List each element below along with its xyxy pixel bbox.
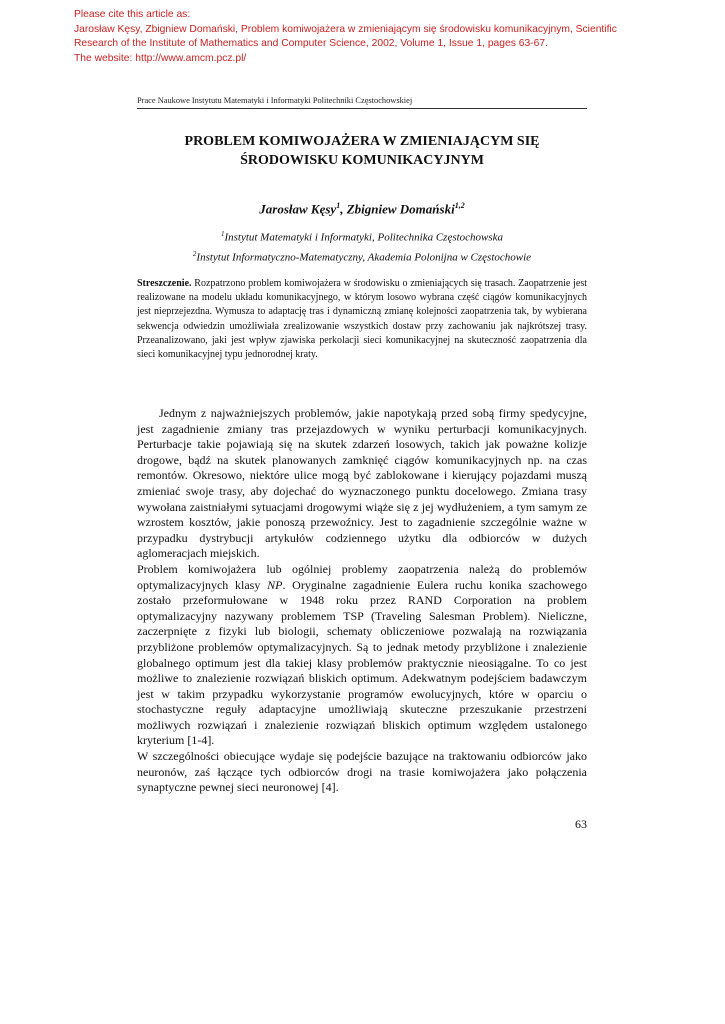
affiliation-2 bbox=[137, 246, 587, 266]
citation-website[interactable]: The website: http://www.amcm.pcz.pl/ bbox=[74, 52, 247, 64]
citation-line-1: Please cite this article as: bbox=[74, 9, 191, 20]
title-line-2: ŚRODOWISKU KOMUNIKACYJNYM bbox=[240, 153, 484, 168]
author-1: Jarosław Kęsy bbox=[259, 201, 337, 217]
affiliation-1 bbox=[137, 226, 587, 246]
title-line-1: PROBLEM KOMIWOJAŻERA W ZMIENIAJĄCYM SIĘ bbox=[184, 134, 540, 149]
citation-line-3: Research of the Institute of Mathematics and Computer Science, 2002, Volume 1, Issue 1, pages 63-67. bbox=[74, 38, 548, 49]
author-2-affiliation-mark: 1,2 bbox=[454, 201, 465, 210]
author-1-affiliation-mark: 1 bbox=[336, 201, 341, 210]
author-list bbox=[137, 201, 587, 217]
abstract bbox=[137, 277, 587, 362]
paragraph-2-part-2: . Oryginalne zagadnienie Eulera ruchu konika szachowego zostało przeformułowane w 1948 roku przez RAND Corporation na problem optymalizacyjny nazywany problemem TSP (Traveling Salesman Problem). Nieliczne, zaczerpnięte z fizyki lub biologii, schematy obliczeniowe pozwalają na rozwiązania przybliżone problemów optymalizacyjnych. Są to jednak metody przybliżone i znalezienie globalnego optimum jest dla takiej klasy problemów praktycznie nieosiągalne. To co jest możliwe to znalezienie rozwiązań bliskich optimum. Adekwatnym podejściem badawczym jest w takim przypadku wykorzystanie programów ewolucyjnych, które w oparciu o stochastyczne reguły adaptacyjne umożliwiają skuteczne przeszukanie przestrzeni możliwych rozwiązań i znalezienie rozwiązań bliskich optimum względem ustalonego kryterium [1-4]. bbox=[137, 577, 588, 748]
np-class-term: NP bbox=[267, 577, 283, 592]
paper-title bbox=[137, 132, 587, 170]
abstract-text: Rozpatrzono problem komiwojażera w środowisku o zmieniających się trasach. Zaopatrzenie jest realizowane na modelu układu komunikacyjnego, w którym losowo wybrana część ciągów komunikacyjnych jest nieprzejezdna. Wymusza to adaptację tras i dynamiczną zmianę kolejności zaopatrzenia tak, by wybierana sekwencja odwiedzin umożliwiała zrealizowanie wszystkich dostaw przy zachowaniu jak najkrótszej trasy. Przeanalizowano, jaki jest wpływ zjawiska perkolacji sieci komunikacyjnej na skuteczność zaopatrzenia dla sieci komunikacyjnej typu jednorodnej kraty. bbox=[137, 278, 587, 361]
affiliation-1-mark: 1 bbox=[220, 230, 225, 238]
citation-line-2: Jarosław Kęsy, Zbigniew Domański, Problem komiwojażera w zmieniającym się środowisku komunikacyjnym, Scientific bbox=[74, 23, 617, 35]
author-separator: , bbox=[340, 201, 347, 217]
paragraph-1: Jednym z najważniejszych problemów, jakie napotykają przed sobą firmy spedycyjne, jest zagadnienie zmiany tras przejazdowych w wyniku perturbacji komunikacyjnych. Perturbacje takie pojawiają się na skutek zdarzeń losowych, takich jak poważne kolizje drogowe, bądź na skutek planowanych zamknięć ciągów komunikacyjnych np. na czas remontów. Okresowo, niektóre ulice mogą być zablokowane i kierujący pojazdami muszą zmieniać swoje trasy, aby dojechać do wyznaczonego punktu docelowego. Zmiana trasy wywołana zaistniałymi sytuacjami drogowymi wiąże się z jej wydłużeniem, a tym samym ze wzrostem kosztów, jakie ponoszą przewoźnicy. Jest to zagadnienie szczególnie ważne w przypadku dystrybucji artykułów codziennego użytku dla odbiorców w dużych aglomeracjach miejskich. bbox=[137, 406, 587, 561]
body-text bbox=[137, 406, 587, 796]
affiliation-1-text: Instytut Matematyki i Informatyki, Politechnika Częstochowska bbox=[224, 231, 504, 244]
paragraph-2-part-1: Problem komiwojażera lub ogólniej problemy zaopatrzenia należą do problemów optymalizacyjnych klasy bbox=[137, 561, 587, 592]
abstract-label: Streszczenie. bbox=[137, 278, 192, 289]
affiliations bbox=[137, 226, 587, 265]
paragraph-2 bbox=[137, 562, 587, 749]
affiliation-2-text: Instytut Informatyczno-Matematyczny, Akademia Polonijna w Częstochowie bbox=[196, 251, 532, 264]
page-number: 63 bbox=[575, 817, 587, 831]
paragraph-3: W szczególności obiecujące wydaje się podejście bazujące na traktowaniu odbiorców jako neuronów, zaś łączące tych odbiorców drogi na trasie komiwojażera jako połączenia synaptyczne pewnej sieci neuronowej [4]. bbox=[137, 749, 587, 795]
author-2: Zbigniew Domański bbox=[346, 201, 455, 217]
affiliation-2-mark: 2 bbox=[192, 249, 197, 258]
running-header: Prace Naukowe Instytutu Matematyki i Informatyki Politechniki Częstochowskiej bbox=[137, 96, 587, 109]
citation-notice bbox=[74, 8, 684, 66]
